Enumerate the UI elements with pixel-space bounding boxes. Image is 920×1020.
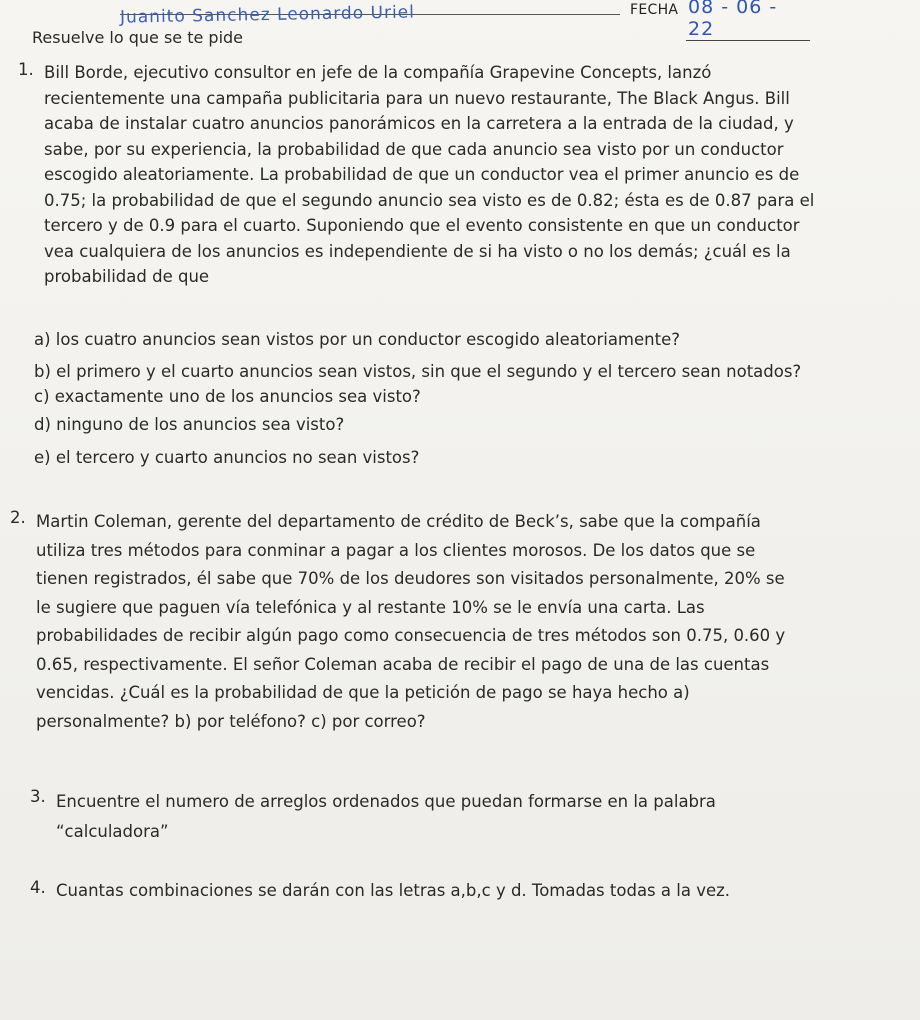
q1-line: vea cualquiera de los anuncios es independiente de si ha visto o no los demás; ¿cuál es la [44,241,791,261]
q3-line: “calculadora” [56,822,169,841]
fecha-value: 08 - 06 - 22 [686,0,810,41]
q1-option-c: c) exactamente uno de los anuncios sea visto? [34,387,421,406]
q2-line: personalmente? b) por teléfono? c) por correo? [36,711,426,731]
q2-line: le sugiere que paguen vía telefónica y al restante 10% se le envía una carta. Las [36,597,705,617]
question-number: 4. [30,878,46,897]
q1-line: Bill Borde, ejecutivo consultor en jefe de la compañía Grapevine Concepts, lanzó [44,63,712,82]
q1-line: 0.75; la probabilidad de que el segundo anuncio sea visto es de 0.82; ésta es de 0.87 para el [44,190,815,210]
q1-line: tercero y de 0.9 para el cuarto. Suponiendo que el evento consistente en que un conductor [44,216,800,235]
question-number: 2. [10,508,26,527]
question-number: 3. [30,787,46,806]
q3-line: Encuentre el numero de arreglos ordenados que puedan formarse en la palabra [56,792,716,811]
q1-line: probabilidad de que [44,267,210,286]
name-line [119,2,620,28]
q2-line: tienen registrados, él sabe que 70% de los deudores son visitados personalmente, 20% se [36,569,785,588]
q2-line: 0.65, respectivamente. El señor Coleman acaba de recibir el pago de una de las cuentas [36,654,770,674]
q1-option-d: d) ninguno de los anuncios sea visto? [34,415,345,434]
q1-line: sabe, por su experiencia, la probabilidad de que cada anuncio sea visto por un conductor [44,139,784,159]
handwritten-name: Juanito Sanchez Leonardo Uriel [119,2,416,28]
q4-line: Cuantas combinaciones se darán con las letras a,b,c y d. Tomadas todas a la vez. [56,881,731,900]
q1-line: recientemente una campaña publicitaria para un nuevo restaurante, The Black Angus. Bill [44,88,790,108]
q1-line: acaba de instalar cuatro anuncios panorámicos en la carretera a la entrada de la ciudad, y [44,114,794,133]
q1-option-e: e) el tercero y cuarto anuncios no sean vistos? [34,448,420,467]
q1-option-a: a) los cuatro anuncios sean vistos por un conductor escogido aleatoriamente? [34,330,680,349]
question-number: 1. [18,60,34,79]
q2-line: utiliza tres métodos para conminar a pagar a los clientes morosos. De los datos que se [36,540,756,560]
q1-line: escogido aleatoriamente. La probabilidad de que un conductor vea el primer anuncio es de [44,165,800,184]
q2-line: Martin Coleman, gerente del departamento de crédito de Beck’s, sabe que la compañía [36,512,761,531]
q2-line: vencidas. ¿Cuál es la probabilidad de que la petición de pago se haya hecho a) [36,683,690,702]
instructions: Resuelve lo que se te pide [32,28,244,47]
q1-option-b: b) el primero y el cuarto anuncios sean vistos, sin que el segundo y el tercero sean notados? [34,362,802,381]
fecha-label: FECHA [630,2,679,18]
q2-line: probabilidades de recibir algún pago como consecuencia de tres métodos son 0.75, 0.60 y [36,626,786,645]
